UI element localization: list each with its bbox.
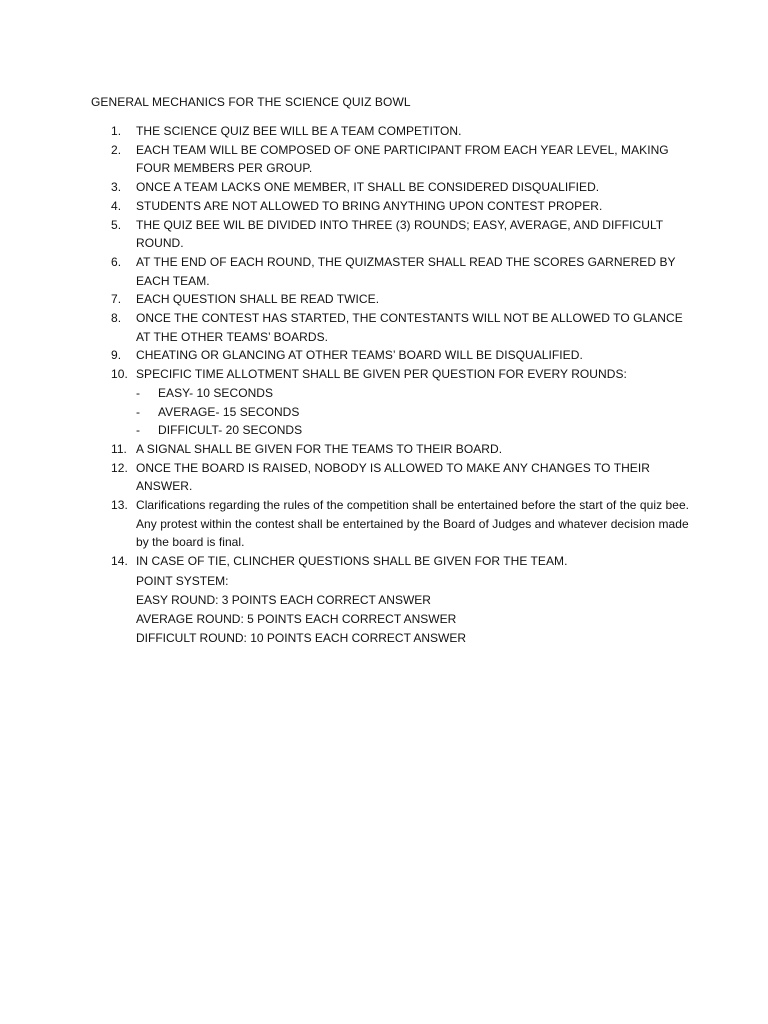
dash-bullet: - [136,423,141,438]
point-system-heading: POINT SYSTEM: [136,574,229,588]
rule-text: THE QUIZ BEE WIL BE DIVIDED INTO THREE (3) ROUNDS; EASY, AVERAGE, AND DIFFICULT ROUND. [136,217,663,251]
rule-text: EACH QUESTION SHALL BE READ TWICE. [136,292,380,307]
rule-item [91,197,691,216]
dash-bullet: - [136,385,141,400]
rule-item [91,440,691,459]
rule-text: IN CASE OF TIE, CLINCHER QUESTIONS SHALL BE GIVEN FOR THE TEAM. [136,554,568,569]
dash-bullet: - [136,404,141,419]
rules-list [91,122,691,571]
sub-item-text: DIFFICULT- 20 SECONDS [158,423,303,438]
rule-text: EACH TEAM WILL BE COMPOSED OF ONE PARTICIPANT FROM EACH YEAR LEVEL, MAKING FOUR MEMBERS PER GROUP. [136,142,669,176]
difficult-round-points: DIFFICULT ROUND: 10 POINTS EACH CORRECT ANSWER [136,631,467,645]
rule-text: STUDENTS ARE NOT ALLOWED TO BRING ANYTHING UPON CONTEST PROPER. [136,198,603,213]
rule-text: AT THE END OF EACH ROUND, THE QUIZMASTER SHALL READ THE SCORES GARNERED BY EACH TEAM. [136,254,676,288]
rule-text: SPECIFIC TIME ALLOTMENT SHALL BE GIVEN PER QUESTION FOR EVERY ROUNDS: [136,367,627,382]
rule-number: 12. [111,460,128,475]
rule-number: 14. [111,554,128,569]
rule-text: A SIGNAL SHALL BE GIVEN FOR THE TEAMS TO THEIR BOARD. [136,441,503,456]
rule-number: 11. [111,441,127,456]
time-allotment-list [136,384,691,440]
rule-item [91,365,691,440]
rule-number: 3. [111,180,122,195]
rule-item [91,459,691,496]
rule-text: ONCE A TEAM LACKS ONE MEMBER, IT SHALL BE CONSIDERED DISQUALIFIED. [136,180,600,195]
rule-item [91,496,691,552]
rule-number: 7. [111,292,122,307]
rule-item [91,216,691,253]
point-system [136,572,466,648]
sub-item-text: AVERAGE- 15 SECONDS [158,404,300,419]
easy-round-points: EASY ROUND: 3 POINTS EACH CORRECT ANSWER [136,593,431,607]
sub-list-item [136,403,691,422]
rule-number: 13. [111,498,128,513]
sub-list-item [136,421,691,440]
rule-number: 9. [111,348,122,363]
rule-item [91,346,691,365]
average-round-points: AVERAGE ROUND: 5 POINTS EACH CORRECT ANSWER [136,612,457,626]
rule-text: ONCE THE BOARD IS RAISED, NOBODY IS ALLOWED TO MAKE ANY CHANGES TO THEIR ANSWER. [136,460,650,494]
sub-item-text: EASY- 10 SECONDS [158,385,274,400]
rule-item [91,552,691,571]
rule-item [91,178,691,197]
rule-item [91,290,691,309]
rule-item [91,122,691,141]
rule-item [91,253,691,290]
rule-number: 10. [111,367,128,382]
rule-number: 1. [111,124,122,138]
rule-number: 4. [111,198,122,213]
rule-text: Clarifications regarding the rules of the competition shall be entertained before the start of the quiz bee. Any protest within the contest shall be entertained by the Board of Judges and whatever decision made by the board is final. [136,498,690,550]
sub-list-item [136,384,691,403]
rule-item [91,309,691,346]
rule-number: 8. [111,311,122,326]
rule-number: 2. [111,142,122,157]
rule-text: CHEATING OR GLANCING AT OTHER TEAMS’ BOARD WILL BE DISQUALIFIED. [136,348,583,363]
rule-text: THE SCIENCE QUIZ BEE WILL BE A TEAM COMPETITON. [136,124,462,138]
rule-item [91,141,691,178]
rule-number: 5. [111,217,122,232]
rule-text: ONCE THE CONTEST HAS STARTED, THE CONTESTANTS WILL NOT BE ALLOWED TO GLANCE AT THE OTHER TEAMS’ BOARDS. [136,311,683,344]
document-title: GENERAL MECHANICS FOR THE SCIENCE QUIZ BOWL [91,95,411,109]
rule-number: 6. [111,254,122,269]
